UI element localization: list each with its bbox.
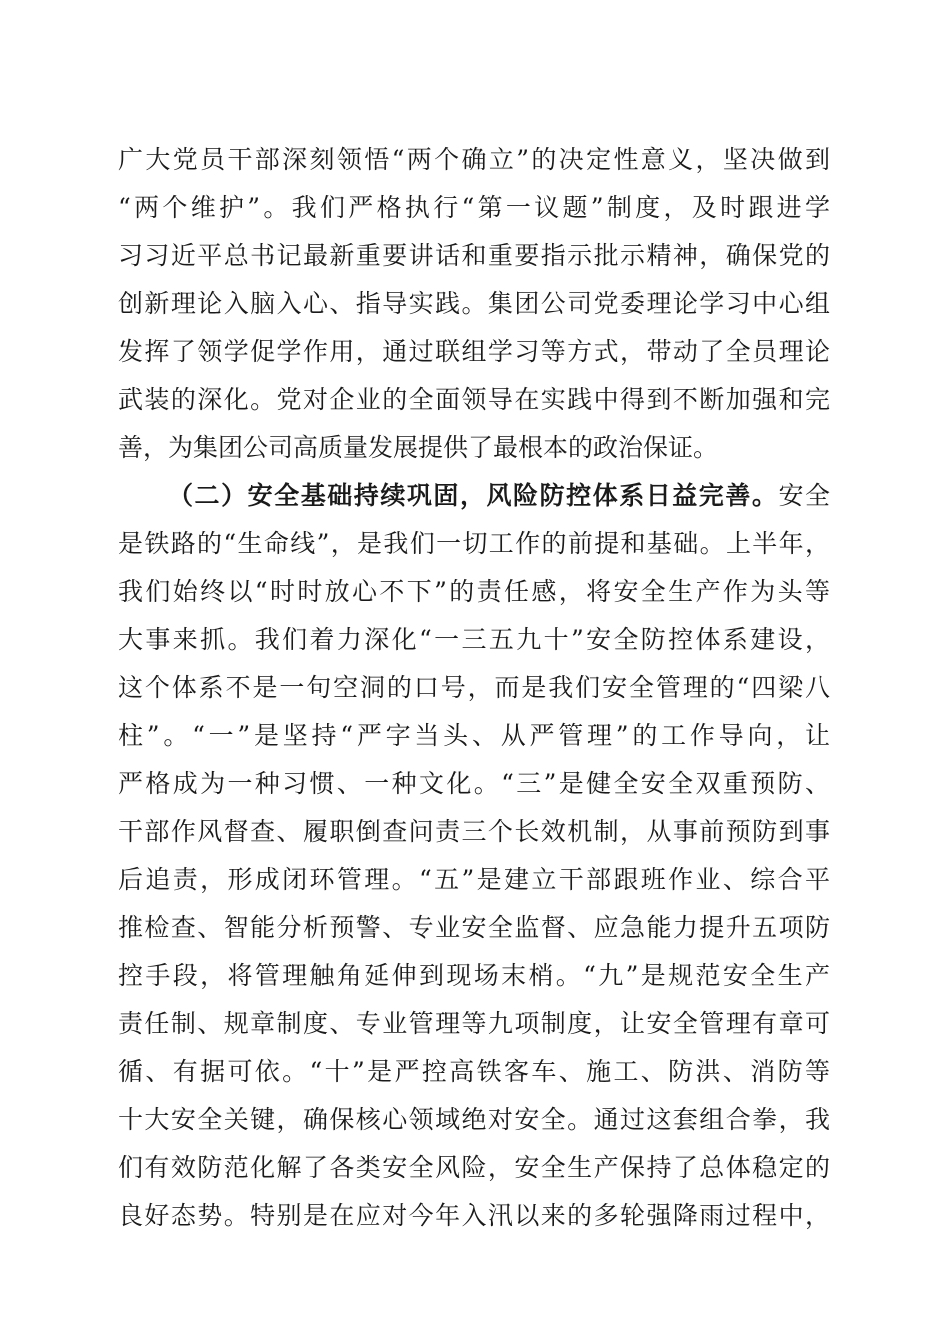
paragraph-line: 善，为集团公司高质量发展提供了最根本的政治保证。 [118, 433, 719, 462]
paragraph-line: “两个维护”。我们严格执行“第一议题”制度，及时跟进学 [118, 193, 830, 222]
paragraph-line: 武装的深化。党对企业的全面领导在实践中得到不断加强和完 [118, 385, 830, 414]
paragraph-line: 十大安全关键，确保核心领域绝对安全。通过这套组合拳，我 [118, 1105, 830, 1134]
section-heading-tail: 安全 [778, 481, 830, 510]
paragraph-line: 们有效防范化解了各类安全风险，安全生产保持了总体稳定的 [118, 1153, 830, 1182]
paragraph-line: 我们始终以“时时放心不下”的责任感，将安全生产作为头等 [118, 577, 830, 606]
paragraph-line: 这个体系不是一句空洞的口号，而是我们安全管理的“四梁八 [118, 673, 830, 702]
section-heading: （二）安全基础持续巩固，风险防控体系日益完善。 [168, 481, 779, 510]
section-heading-line [168, 474, 830, 518]
paragraph-line: 创新理论入脑入心、指导实践。集团公司党委理论学习中心组 [118, 289, 830, 318]
paragraph-line: 大事来抓。我们着力深化“一三五九十”安全防控体系建设， [118, 625, 830, 654]
paragraph-line: 严格成为一种习惯、一种文化。“三”是健全安全双重预防、 [118, 769, 830, 798]
paragraph-line: 良好态势。特别是在应对今年入汛以来的多轮强降雨过程中， [118, 1201, 830, 1230]
paragraph-line: 习习近平总书记最新重要讲话和重要指示批示精神，确保党的 [118, 241, 830, 270]
paragraph-line: 控手段，将管理触角延伸到现场末梢。“九”是规范安全生产 [118, 961, 830, 990]
paragraph-line: 后追责，形成闭环管理。“五”是建立干部跟班作业、综合平 [118, 865, 830, 894]
paragraph-line: 柱”。“一”是坚持“严字当头、从严管理”的工作导向，让 [118, 721, 830, 750]
paragraph-line: 发挥了领学促学作用，通过联组学习等方式，带动了全员理论 [118, 337, 830, 366]
paragraph-line: 干部作风督查、履职倒查问责三个长效机制，从事前预防到事 [118, 817, 830, 846]
paragraph-line: 广大党员干部深刻领悟“两个确立”的决定性意义，坚决做到 [118, 145, 830, 174]
paragraph-line: 是铁路的“生命线”，是我们一切工作的前提和基础。上半年， [118, 529, 830, 558]
paragraph-line: 循、有据可依。“十”是严控高铁客车、施工、防洪、消防等 [118, 1057, 830, 1086]
paragraph-line: 推检查、智能分析预警、专业安全监督、应急能力提升五项防 [118, 913, 830, 942]
paragraph-line: 责任制、规章制度、专业管理等九项制度，让安全管理有章可 [118, 1009, 830, 1038]
